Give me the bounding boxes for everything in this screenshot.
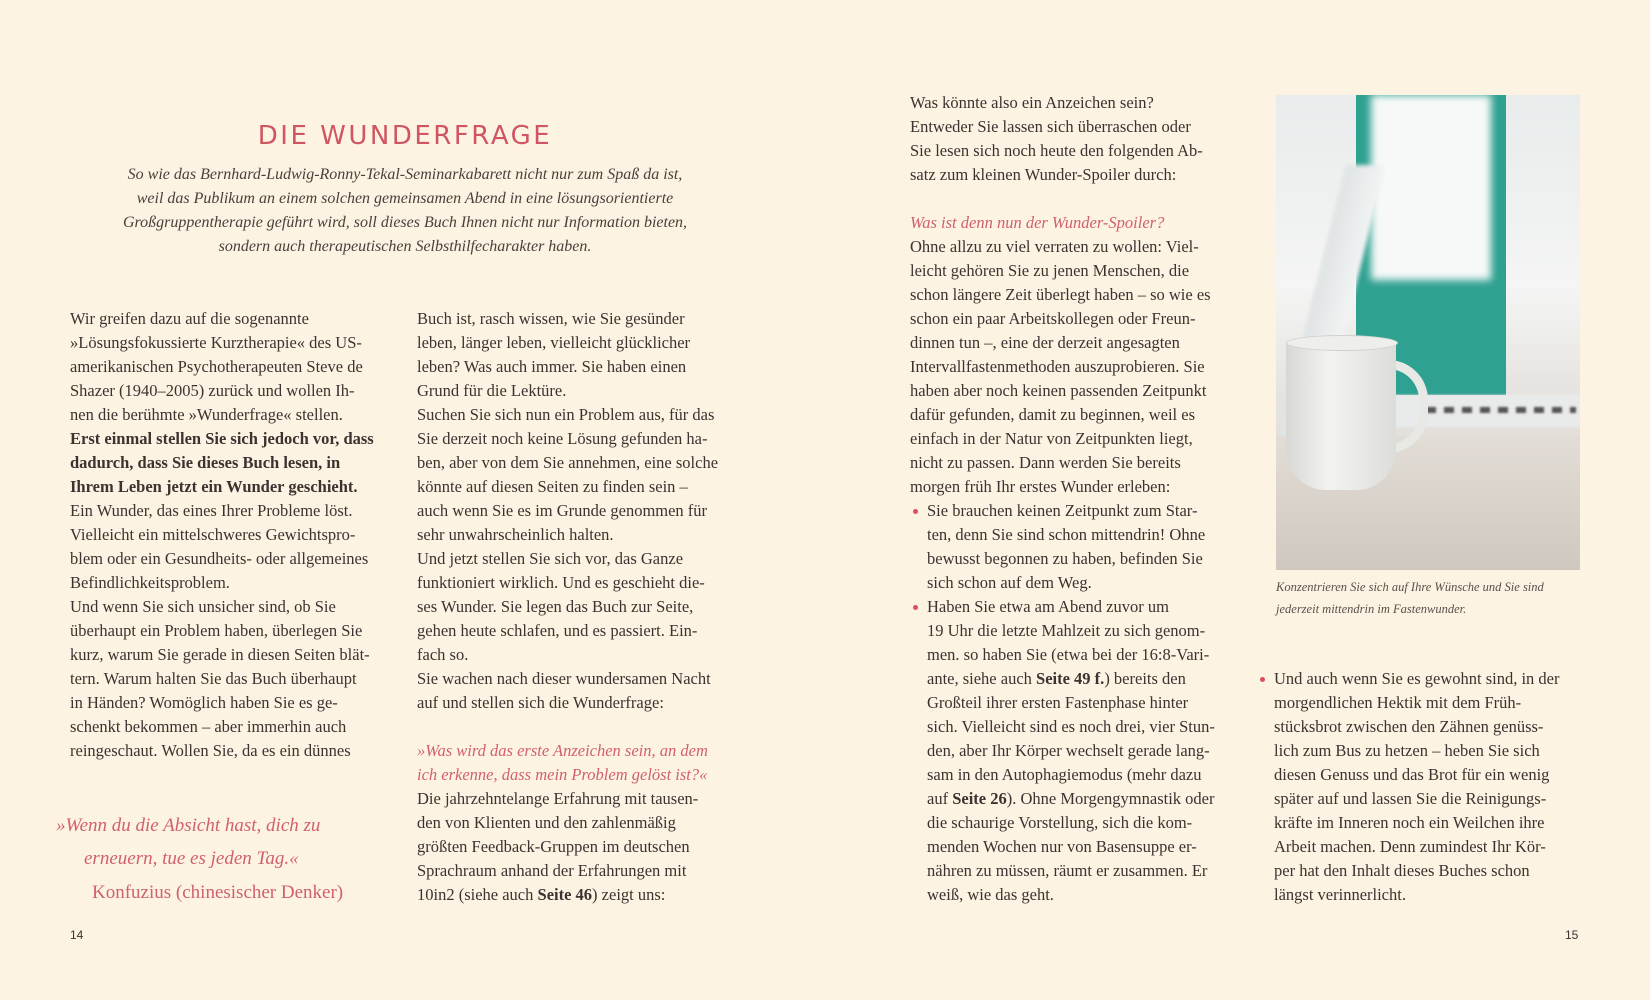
intro-paragraph: [60, 163, 750, 259]
text-line: [910, 211, 1215, 235]
page-reference: Seite 49 f.: [1036, 669, 1105, 688]
caption-line: Konzentrieren Sie sich auf Ihre Wünsche und Sie sind: [1276, 580, 1544, 594]
chapter-title: DIE WUNDERFRAGE: [257, 121, 553, 152]
text-line: Und jetzt stellen Sie sich vor, das Ganze: [417, 549, 684, 568]
text-line: Und wenn Sie sich unsicher sind, ob Sie: [70, 597, 336, 616]
text-line: [417, 739, 718, 763]
text-line: größten Feedback-Gruppen im deutschen: [417, 837, 690, 856]
intro-line: sondern auch therapeutischen Selbsthilfecharakter haben.: [218, 238, 592, 255]
text-line: schenkt bekommen – aber immerhin auch: [70, 717, 347, 736]
text-line: Ein Wunder, das eines Ihrer Probleme löst.: [70, 501, 353, 520]
text-line: [1257, 835, 1560, 859]
text-segment: sich. Vielleicht sind es noch drei, vier Stun-: [927, 717, 1215, 736]
text-line: könnte auf diesen Seiten zu finden sein –: [417, 477, 688, 496]
text-line: überhaupt ein Problem haben, überlegen Sie: [70, 621, 363, 640]
text-line: den von Klienten und den zahlenmäßig: [417, 813, 676, 832]
text-segment: Haben Sie etwa am Abend zuvor um: [927, 597, 1169, 616]
text-line: [1257, 787, 1560, 811]
page-number-left: 14: [70, 928, 84, 942]
text-segment: ) zeigt uns:: [592, 885, 666, 904]
intro-line: weil das Publikum an einem solchen gemeinsamen Abend in eine lösungsorientierte: [136, 190, 674, 207]
text-line: [1257, 859, 1560, 883]
text-segment: 19 Uhr die letzte Mahlzeit zu sich genom-: [927, 621, 1206, 640]
text-line: auch wenn Sie es im Grunde genommen für: [417, 501, 708, 520]
text-line: Intervallfastenmethoden auszuprobieren. Sie: [910, 357, 1205, 376]
laptop-keys: [1426, 407, 1576, 413]
text-line: haben aber noch keinen passenden Zeitpunkt: [910, 381, 1207, 400]
text-line: [910, 523, 1215, 547]
text-line: tern. Warum halten Sie das Buch überhaupt: [70, 669, 357, 688]
bullet-item-line: [910, 499, 1215, 523]
text-line: Buch ist, rasch wissen, wie Sie gesünder: [417, 309, 685, 328]
body-column-2: [417, 307, 718, 907]
body-column-1: [70, 307, 374, 763]
text-line: [910, 643, 1215, 667]
text-line: [1257, 763, 1560, 787]
body-column-4: [1257, 667, 1560, 907]
text-line: [910, 859, 1215, 883]
text-line: Sie derzeit noch keine Lösung gefunden ha-: [417, 429, 708, 448]
page-reference: dadurch, dass Sie dieses Buch lesen, in: [70, 453, 341, 472]
text-line: schon ein paar Arbeitskollegen oder Freun-: [910, 309, 1196, 328]
text-line: auf und stellen sich die Wunderfrage:: [417, 693, 664, 712]
text-segment: morgendlichen Hektik mit dem Früh-: [1274, 693, 1522, 712]
text-segment: men. so haben Sie (etwa bei der 16:8-Vari-: [927, 645, 1210, 664]
text-line: [70, 427, 374, 451]
text-line: reingeschaut. Wollen Sie, da es ein dünnes: [70, 741, 351, 760]
text-line: [910, 763, 1215, 787]
text-line: leben, länger leben, vielleicht glücklicher: [417, 333, 691, 352]
text-line: Grund für die Lektüre.: [417, 381, 567, 400]
text-line: Sie lesen sich noch heute den folgenden Ab-: [910, 141, 1203, 160]
text-line: Suchen Sie sich nun ein Problem aus, für das: [417, 405, 715, 424]
highlight-text: ich erkenne, dass mein Problem gelöst ist?«: [417, 765, 708, 784]
page-number-right: 15: [1565, 928, 1579, 942]
text-segment: diesen Genuss und das Brot für ein wenig: [1274, 765, 1550, 784]
mug-body: [1286, 340, 1396, 490]
text-line: blem oder ein Gesundheits- oder allgemeines: [70, 549, 369, 568]
text-line: satz zum kleinen Wunder-Spoiler durch:: [910, 165, 1177, 184]
body-column-3: [910, 91, 1215, 907]
coffee-mug-photo: [1276, 95, 1580, 570]
pull-quote-line: »Wenn du die Absicht hast, dich zu: [56, 815, 321, 836]
highlight-text: »Was wird das erste Anzeichen sein, an dem: [417, 741, 708, 760]
photo-caption: [1276, 576, 1596, 620]
mug-rim: [1286, 335, 1398, 351]
text-segment: ten, denn Sie sind schon mittendrin! Ohne: [927, 525, 1206, 544]
text-line: Vielleicht ein mittelschweres Gewichtspro-: [70, 525, 356, 544]
text-line: funktioniert wirklich. Und es geschieht die-: [417, 573, 705, 592]
text-line: [910, 619, 1215, 643]
text-line: nen die berühmte »Wunderfrage« stellen.: [70, 405, 343, 424]
text-line: [417, 715, 718, 739]
bullet-item-line: [1257, 667, 1560, 691]
intro-line: So wie das Bernhard-Ludwig-Ronny-Tekal-Seminarkabarett nicht nur zum Spaß da ist,: [127, 166, 683, 183]
text-line: [417, 883, 718, 907]
text-segment: ) bereits den: [1104, 669, 1186, 688]
text-segment: sich schon auf dem Weg.: [927, 573, 1092, 592]
text-line: Shazer (1940–2005) zurück und wollen Ih-: [70, 381, 355, 400]
text-line: [910, 547, 1215, 571]
text-line: [1257, 739, 1560, 763]
text-line: Was könnte also ein Anzeichen sein?: [910, 93, 1154, 112]
text-line: fach so.: [417, 645, 469, 664]
text-segment: später auf und lassen Sie die Reinigungs-: [1274, 789, 1547, 808]
text-segment: kräfte im Inneren noch ein Weilchen ihre: [1274, 813, 1545, 832]
text-line: [70, 475, 374, 499]
intro-line: Großgruppentherapie geführt wird, soll dieses Buch Ihnen nicht nur Information bieten,: [122, 214, 688, 231]
text-line: Die jahrzehntelange Erfahrung mit tausen-: [417, 789, 699, 808]
text-line: gehen heute schlafen, und es passiert. Ein-: [417, 621, 698, 640]
text-line: [70, 451, 374, 475]
caption-line: jederzeit mittendrin im Fastenwunder.: [1276, 602, 1467, 616]
page-reference: Erst einmal stellen Sie sich jedoch vor, dass: [70, 429, 374, 448]
text-segment: Und auch wenn Sie es gewohnt sind, in der: [1274, 669, 1560, 688]
text-segment: nähren zu müssen, räumt er zusammen. Er: [927, 861, 1208, 880]
text-segment: Großteil ihrer ersten Fastenphase hinter: [927, 693, 1189, 712]
text-line: [1257, 883, 1560, 907]
text-line: Entweder Sie lassen sich überraschen oder: [910, 117, 1191, 136]
text-line: [1257, 691, 1560, 715]
text-line: Sie wachen nach dieser wundersamen Nacht: [417, 669, 711, 688]
text-segment: auf: [927, 789, 953, 808]
text-line: [910, 811, 1215, 835]
text-line: leben? Was auch immer. Sie haben einen: [417, 357, 687, 376]
text-segment: stücksbrot zwischen den Zähnen genüss-: [1274, 717, 1544, 736]
text-line: leicht gehören Sie zu jenen Menschen, die: [910, 261, 1190, 280]
text-segment: Arbeit machen. Denn zumindest Ihr Kör-: [1274, 837, 1546, 856]
text-line: Ohne allzu zu viel verraten zu wollen: Viel-: [910, 237, 1199, 256]
text-segment: menden Wochen nur von Basensuppe er-: [927, 837, 1197, 856]
text-line: in Händen? Womöglich haben Sie es ge-: [70, 693, 338, 712]
text-line: schon längere Zeit überlegt haben – so wie es: [910, 285, 1211, 304]
text-line: [910, 787, 1215, 811]
pull-quote-author: Konfuzius (chinesischer Denker): [92, 882, 344, 903]
text-segment: lich zum Bus zu hetzen – heben Sie sich: [1274, 741, 1540, 760]
bullet-item-line: [910, 595, 1215, 619]
text-line: [910, 715, 1215, 739]
text-line: [910, 571, 1215, 595]
text-segment: bewusst begonnen zu haben, befinden Sie: [927, 549, 1203, 568]
text-line: [1257, 715, 1560, 739]
text-line: [910, 835, 1215, 859]
text-segment: den, aber Ihr Körper wechselt gerade lang-: [927, 741, 1210, 760]
text-segment: 10in2 (siehe auch: [417, 885, 538, 904]
text-segment: ante, siehe auch: [927, 669, 1037, 688]
text-segment: längst verinnerlicht.: [1274, 885, 1406, 904]
text-line: ses Wunder. Sie legen das Buch zur Seite,: [417, 597, 694, 616]
text-line: Befindlichkeitsproblem.: [70, 573, 230, 592]
text-segment: ). Ohne Morgengymnastik oder: [1006, 789, 1215, 808]
text-line: [910, 883, 1215, 907]
text-line: amerikanischen Psychotherapeuten Steve de: [70, 357, 363, 376]
text-line: morgen früh Ihr erstes Wunder erleben:: [910, 477, 1171, 496]
text-segment: Sie brauchen keinen Zeitpunkt zum Star-: [927, 501, 1198, 520]
text-line: nicht zu passen. Dann werden Sie bereits: [910, 453, 1181, 472]
text-line: Wir greifen dazu auf die sogenannte: [70, 309, 309, 328]
text-line: einfach in der Natur von Zeitpunkten liegt,: [910, 429, 1193, 448]
page-reference: Ihrem Leben jetzt ein Wunder geschieht.: [70, 477, 358, 496]
page-reference: Seite 46: [537, 885, 593, 904]
text-line: dafür gefunden, damit zu beginnen, weil es: [910, 405, 1195, 424]
window-light: [1371, 95, 1491, 280]
text-line: Sprachraum anhand der Erfahrungen mit: [417, 861, 687, 880]
text-line: [1257, 811, 1560, 835]
text-segment: per hat den Inhalt dieses Buches schon: [1274, 861, 1530, 880]
text-segment: die schaurige Vorstellung, sich die kom-: [927, 813, 1193, 832]
text-line: dinnen tun –, eine der derzeit angesagten: [910, 333, 1180, 352]
text-line: [910, 691, 1215, 715]
text-segment: weiß, wie das geht.: [927, 885, 1054, 904]
text-line: [910, 739, 1215, 763]
text-line: sehr unwahrscheinlich halten.: [417, 525, 614, 544]
text-line: ben, aber von dem Sie annehmen, eine solche: [417, 453, 719, 472]
text-line: [910, 667, 1215, 691]
text-line: »Lösungsfokussierte Kurztherapie« des US-: [70, 333, 362, 352]
text-line: [910, 187, 1215, 211]
page-reference: Seite 26: [952, 789, 1007, 808]
text-segment: sam in den Autophagiemodus (mehr dazu: [927, 765, 1202, 784]
text-line: kurz, warum Sie gerade in diesen Seiten blät-: [70, 645, 370, 664]
highlight-text: Was ist denn nun der Wunder-Spoiler?: [910, 213, 1165, 232]
pull-quote-line: erneuern, tue es jeden Tag.«: [84, 848, 299, 869]
text-line: [417, 763, 718, 787]
